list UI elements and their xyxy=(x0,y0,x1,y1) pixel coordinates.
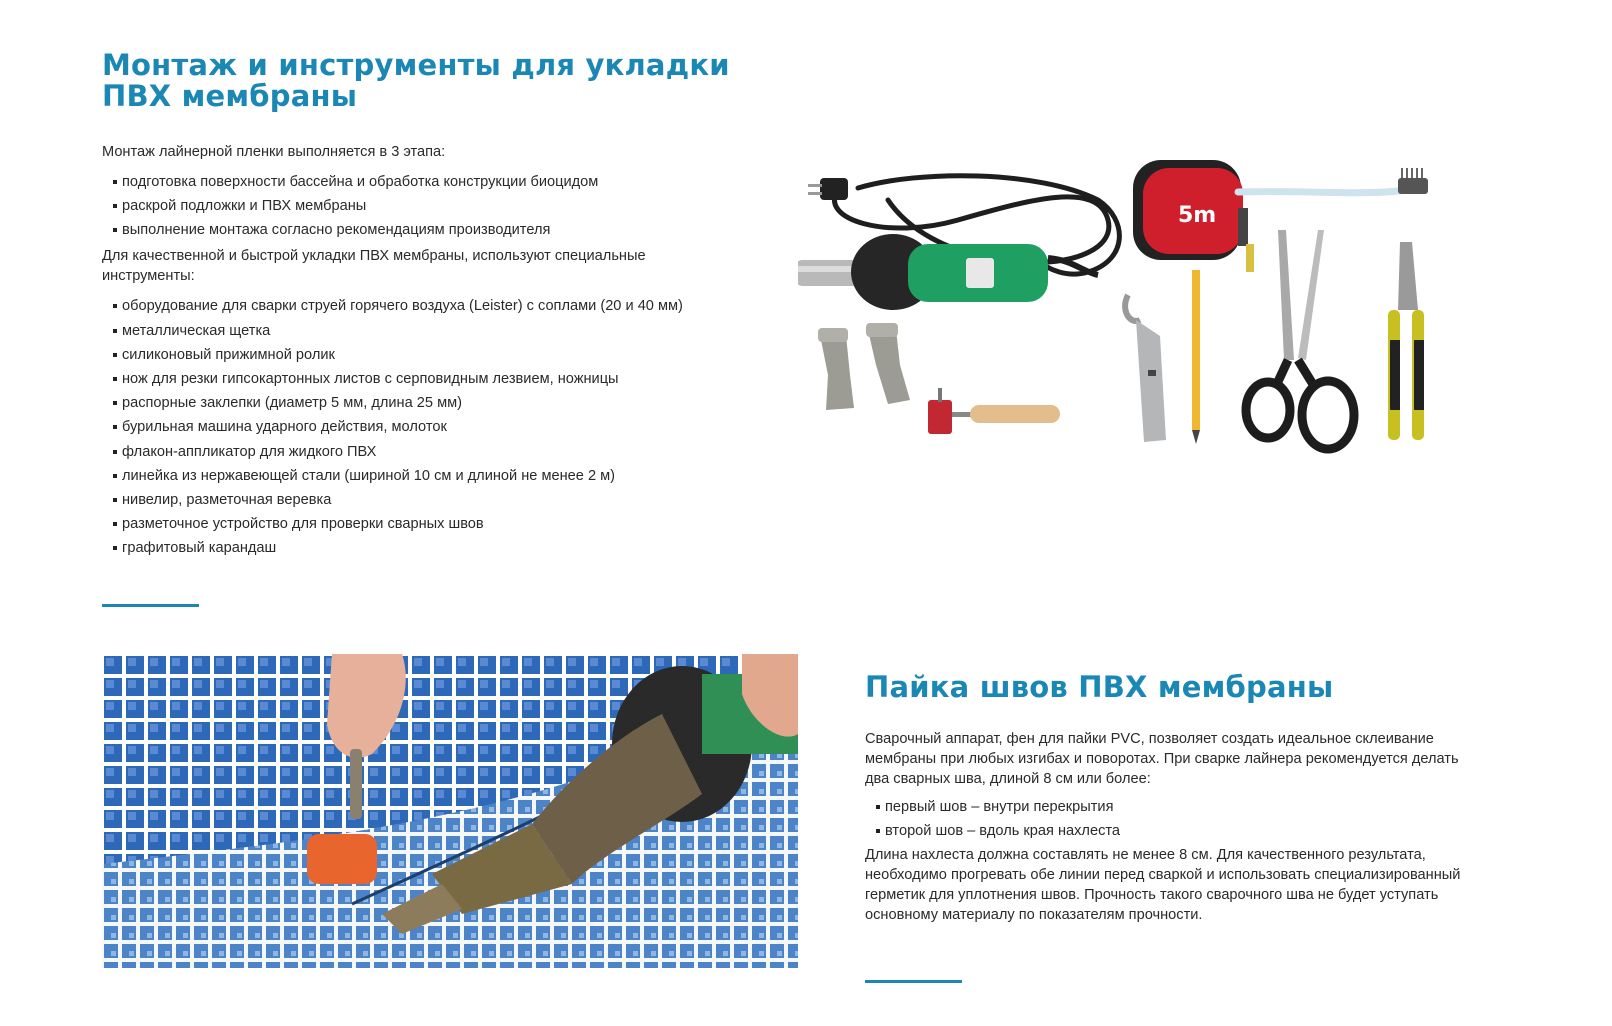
section-welding-title: Пайка швов ПВХ мембраны xyxy=(865,670,1334,704)
brush-icon xyxy=(1238,168,1428,194)
list-item: оборудование для сварки струей горячего воздуха (Leister) с соплами (20 и 40 мм) xyxy=(102,296,742,316)
welding-photo xyxy=(102,654,798,968)
list-item: первый шов – внутри перекрытия xyxy=(865,797,1485,817)
installation-intro: Монтаж лайнерной пленки выполняется в 3 этапа: xyxy=(102,144,446,160)
welding-paragraph-1: Сварочный аппарат, фен для пайки PVC, позволяет создать идеальное склеивание мембраны при любых изгибах и поворотах. При сварке лайнера рекомендуется делать два сварных шва, длиной 8 см или более: xyxy=(865,731,1459,787)
list-item: выполнение монтажа согласно рекомендациям производителя xyxy=(102,220,742,240)
section-installation-divider xyxy=(102,604,199,607)
nozzle-icon xyxy=(866,323,910,404)
list-item: подготовка поверхности бассейна и обработка конструкции биоцидом xyxy=(102,172,742,192)
list-item: бурильная машина ударного действия, молоток xyxy=(102,417,742,437)
list-item: раскрой подложки и ПВХ мембраны xyxy=(102,196,742,216)
tape-measure-label: 5m xyxy=(1178,203,1217,228)
installation-steps-list xyxy=(102,172,742,240)
section-installation xyxy=(102,50,742,562)
list-item: металлическая щетка xyxy=(102,321,742,341)
plug-icon xyxy=(808,178,848,200)
list-item: линейка из нержавеющей стали (шириной 10 см и длиной не менее 2 м) xyxy=(102,466,742,486)
list-item: нивелир, разметочная веревка xyxy=(102,490,742,510)
seams-list xyxy=(865,797,1485,841)
section-welding xyxy=(865,672,1485,925)
list-item: графитовый карандаш xyxy=(102,538,742,558)
list-item: силиконовый прижимной ролик xyxy=(102,345,742,365)
pencil-icon xyxy=(1192,270,1200,444)
roller-icon xyxy=(928,388,1060,434)
tape-measure-icon xyxy=(1133,160,1254,272)
list-item: нож для резки гипсокартонных листов с серповидным лезвием, ножницы xyxy=(102,369,742,389)
list-item: распорные заклепки (диаметр 5 мм, длина 25 мм) xyxy=(102,393,742,413)
tools-image xyxy=(798,160,1498,470)
tin-snips-icon xyxy=(1388,242,1424,440)
knife-icon xyxy=(1125,295,1166,442)
scissors-icon xyxy=(1246,230,1354,449)
list-item: разметочное устройство для проверки сварных швов xyxy=(102,514,742,534)
tools-list xyxy=(102,296,742,558)
welding-paragraph-2: Длина нахлеста должна составлять не менее 8 см. Для качественного результата, необходимо прогревать обе линии перед сваркой и использовать специализированный герметик для уплотнения швов. Прочность такого сварочного шва не будет уступать основному материалу по показателям прочности. xyxy=(865,847,1461,924)
list-item: флакон-аппликатор для жидкого ПВХ xyxy=(102,442,742,462)
list-item: второй шов – вдоль края нахлеста xyxy=(865,821,1485,841)
tools-intro: Для качественной и быстрой укладки ПВХ мембраны, используют специальные инструменты: xyxy=(102,248,646,285)
section-welding-divider xyxy=(865,980,962,983)
section-installation-title: Монтаж и инструменты для укладки ПВХ мембраны xyxy=(102,48,730,113)
nozzle-icon xyxy=(818,328,854,410)
